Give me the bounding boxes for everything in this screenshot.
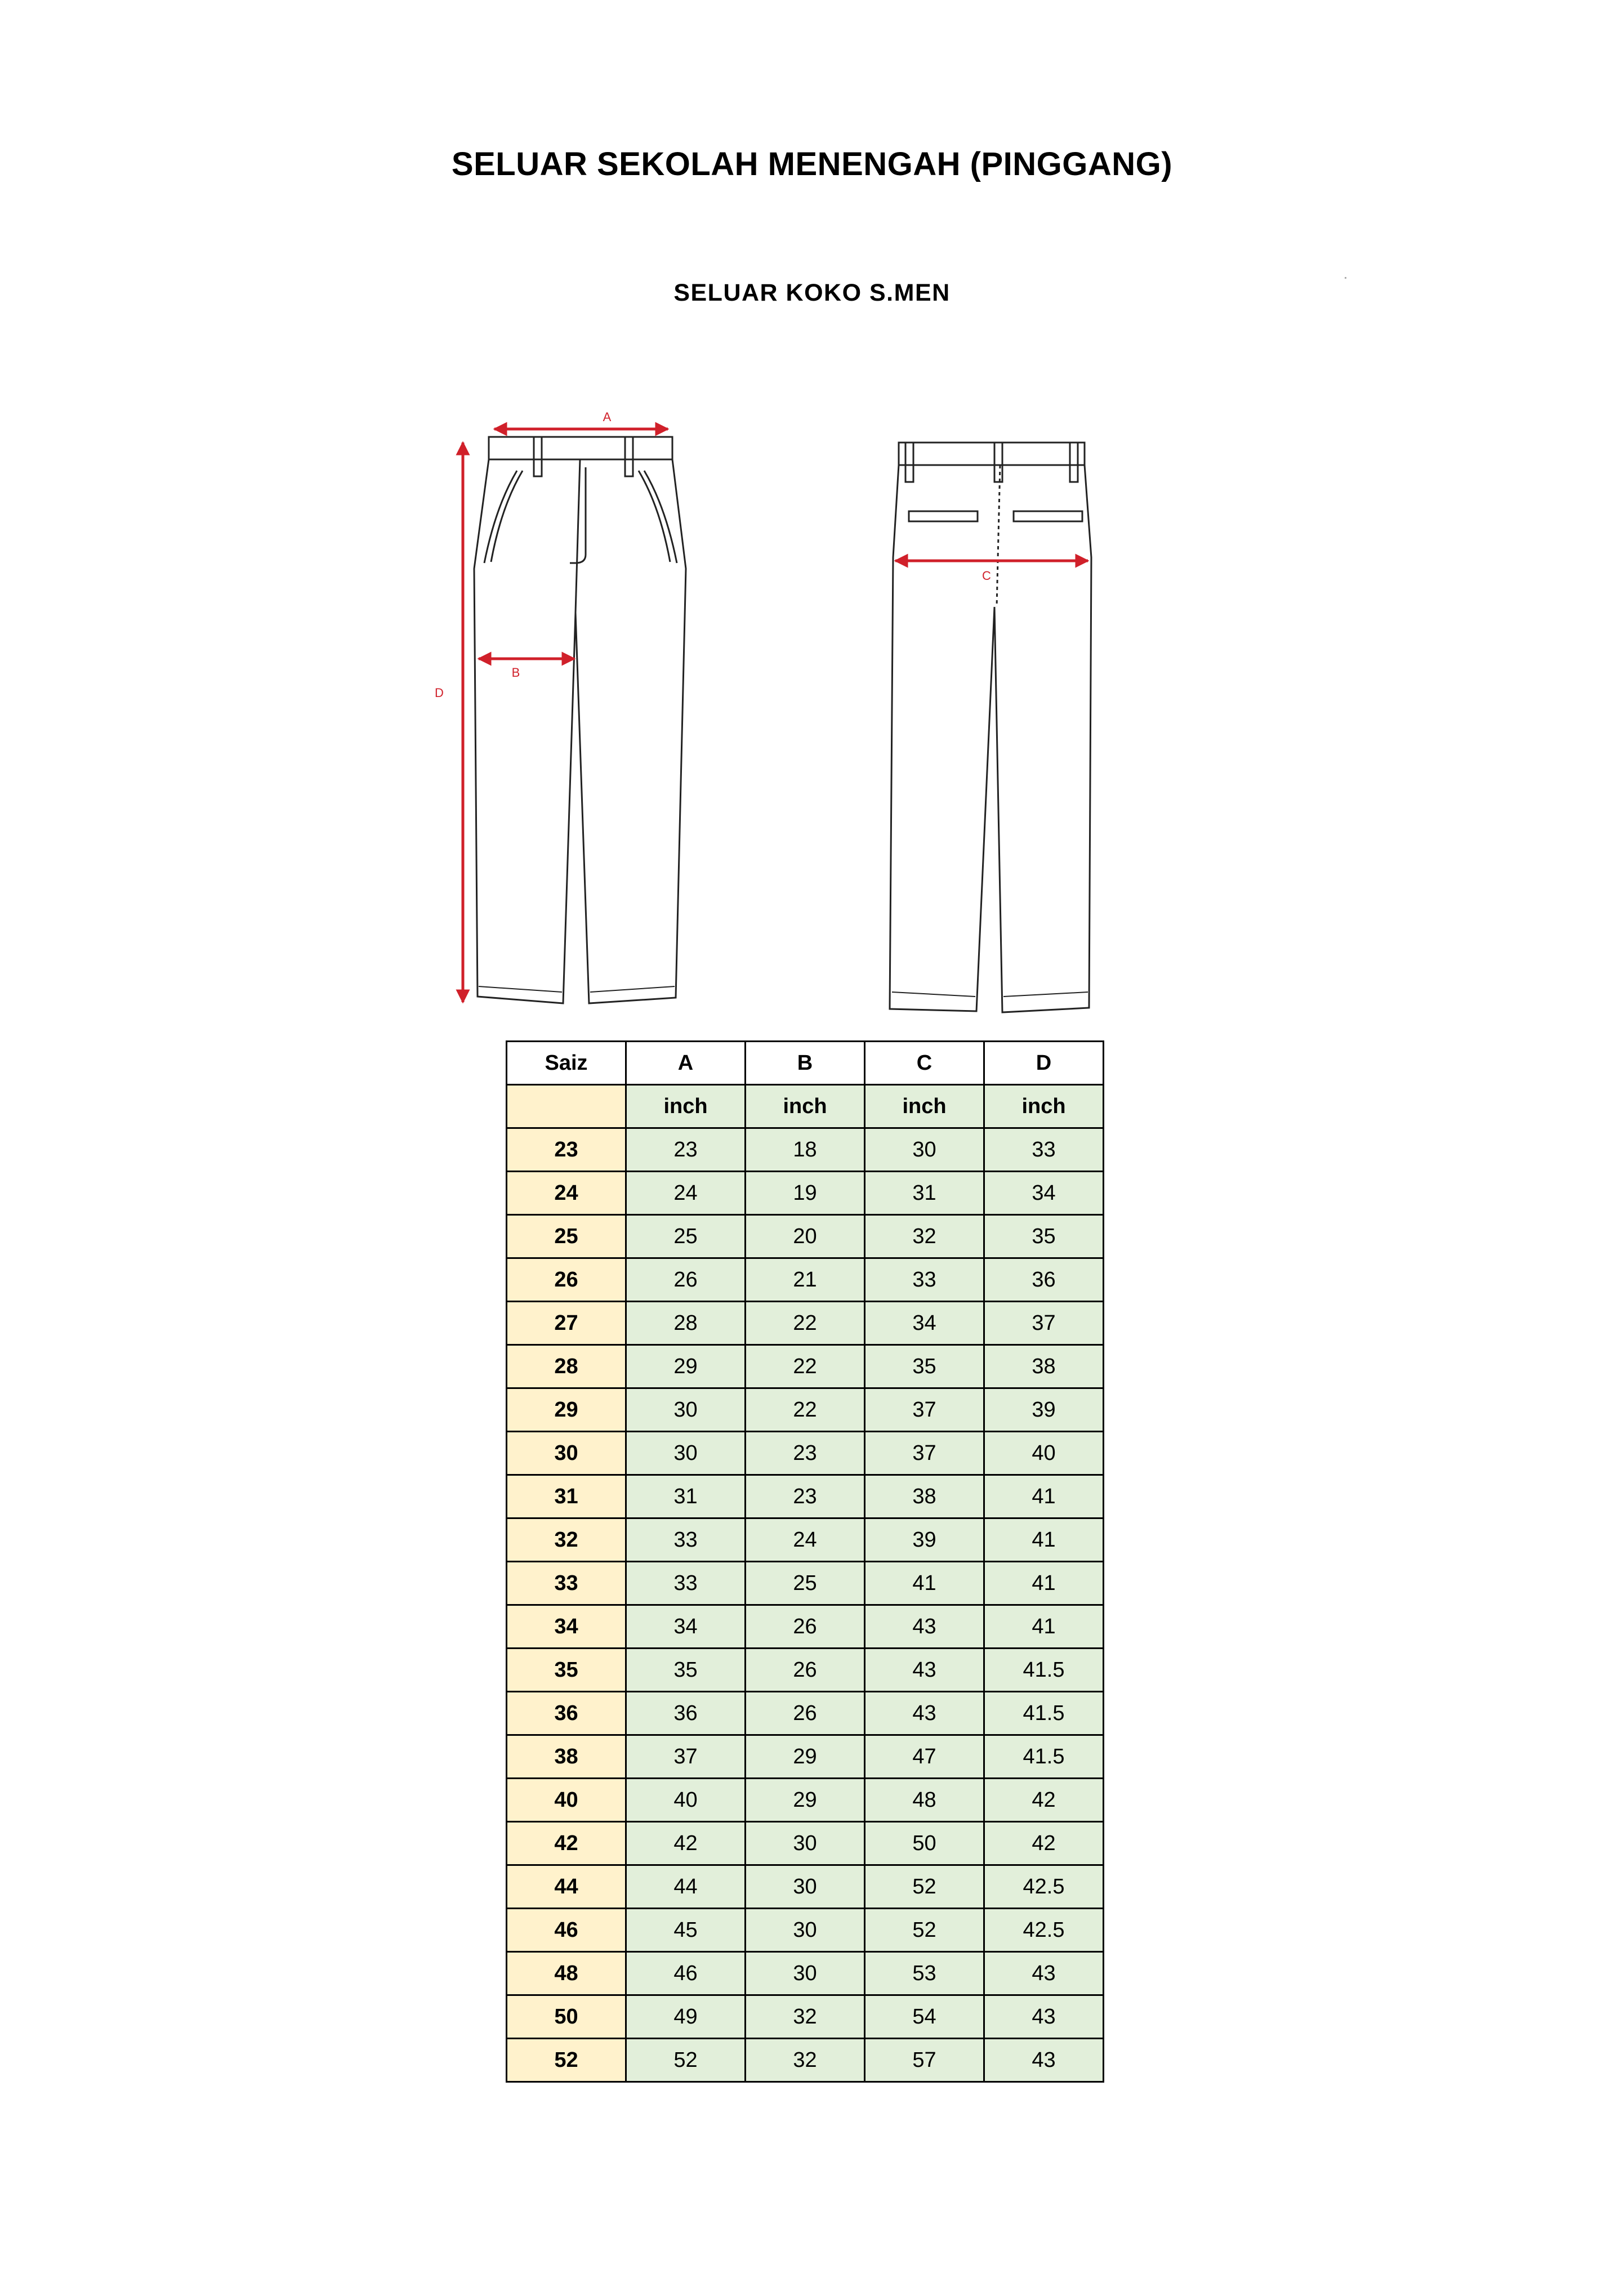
table-row [507, 1822, 1104, 1865]
measurement-cell: 33 [626, 1518, 746, 1562]
unit-cell: inch [865, 1085, 984, 1128]
measurement-cell: 30 [746, 1909, 865, 1952]
size-table-body [507, 1042, 1104, 2082]
table-row [507, 1432, 1104, 1475]
measurement-cell: 37 [626, 1735, 746, 1779]
measurement-cell: 41.5 [984, 1735, 1104, 1779]
measurement-cell: 37 [865, 1432, 984, 1475]
measurement-cell: 24 [626, 1172, 746, 1215]
back-left-pocket [909, 511, 978, 521]
table-unit-row [507, 1085, 1104, 1128]
measurement-cell: 20 [746, 1215, 865, 1258]
measurement-cell: 49 [626, 1995, 746, 2039]
back-belt-loop-right [1070, 443, 1078, 482]
size-cell: 44 [507, 1865, 626, 1909]
back-right-hem [1003, 992, 1088, 997]
measurement-cell: 26 [746, 1692, 865, 1735]
table-row [507, 1952, 1104, 1995]
size-cell: 27 [507, 1302, 626, 1345]
trousers-front-view [474, 437, 686, 1003]
table-row [507, 1562, 1104, 1605]
measurement-cell: 26 [746, 1649, 865, 1692]
front-waistband [489, 437, 672, 459]
measurement-cell: 34 [865, 1302, 984, 1345]
measurement-cell: 31 [865, 1172, 984, 1215]
size-cell: 28 [507, 1345, 626, 1388]
measurement-cell: 30 [746, 1865, 865, 1909]
measurement-cell: 33 [626, 1562, 746, 1605]
table-row [507, 1388, 1104, 1432]
unit-cell: inch [746, 1085, 865, 1128]
measurement-cell: 47 [865, 1735, 984, 1779]
measurement-cell: 37 [984, 1302, 1104, 1345]
unit-cell: inch [626, 1085, 746, 1128]
measurement-cell: 33 [984, 1128, 1104, 1172]
measurement-cell: 30 [746, 1952, 865, 1995]
front-trousers-outline [474, 459, 686, 1003]
table-row [507, 1215, 1104, 1258]
measurement-cell: 36 [984, 1258, 1104, 1302]
measurement-cell: 52 [865, 1865, 984, 1909]
measurement-cell: 25 [626, 1215, 746, 1258]
measurement-cell: 42.5 [984, 1865, 1104, 1909]
size-cell: 24 [507, 1172, 626, 1215]
table-row [507, 1909, 1104, 1952]
measurement-cell: 40 [626, 1779, 746, 1822]
label-d: D [435, 686, 444, 700]
measurement-cell: 43 [865, 1692, 984, 1735]
size-cell: 46 [507, 1909, 626, 1952]
measurement-cell: 41.5 [984, 1692, 1104, 1735]
measurement-cell: 50 [865, 1822, 984, 1865]
measurement-cell: 35 [984, 1215, 1104, 1258]
size-cell: 48 [507, 1952, 626, 1995]
measurement-cell: 40 [984, 1432, 1104, 1475]
table-row [507, 1302, 1104, 1345]
label-a: A [603, 410, 612, 424]
measurement-cell: 23 [746, 1475, 865, 1518]
size-cell: 38 [507, 1735, 626, 1779]
measurement-cell: 42 [984, 1822, 1104, 1865]
measurement-cell: 48 [865, 1779, 984, 1822]
measurement-cell: 45 [626, 1909, 746, 1952]
back-trousers-outline [890, 465, 1091, 1012]
measurement-cell: 29 [746, 1735, 865, 1779]
measurement-cell: 32 [865, 1215, 984, 1258]
measurement-cell: 41.5 [984, 1649, 1104, 1692]
size-cell: 34 [507, 1605, 626, 1649]
measurement-cell: 26 [626, 1258, 746, 1302]
measurement-cell: 26 [746, 1605, 865, 1649]
measurement-cell: 39 [865, 1518, 984, 1562]
table-row [507, 1345, 1104, 1388]
column-header: D [984, 1042, 1104, 1085]
measurement-cell: 33 [865, 1258, 984, 1302]
measurement-cell: 54 [865, 1995, 984, 2039]
measurement-cell: 41 [984, 1605, 1104, 1649]
measurement-cell: 41 [865, 1562, 984, 1605]
trousers-diagram [405, 394, 1160, 1030]
measurement-cell: 29 [626, 1345, 746, 1388]
back-waistband [899, 443, 1085, 465]
back-belt-loop-left [905, 443, 913, 482]
measurement-cell: 30 [626, 1432, 746, 1475]
measurement-cell: 19 [746, 1172, 865, 1215]
label-b: B [511, 665, 520, 680]
size-cell: 42 [507, 1822, 626, 1865]
measurement-cell: 30 [626, 1388, 746, 1432]
measurement-cell: 22 [746, 1345, 865, 1388]
size-cell: 29 [507, 1388, 626, 1432]
front-center-seam [575, 459, 580, 613]
front-belt-loop-left [534, 437, 542, 476]
measurement-cell: 29 [746, 1779, 865, 1822]
table-row [507, 1172, 1104, 1215]
size-cell: 40 [507, 1779, 626, 1822]
table-row [507, 1649, 1104, 1692]
measurement-cell: 43 [984, 1995, 1104, 2039]
table-row [507, 1128, 1104, 1172]
measurement-cell: 43 [984, 2039, 1104, 2082]
table-header-row [507, 1042, 1104, 1085]
measurement-cell: 31 [626, 1475, 746, 1518]
table-row [507, 1995, 1104, 2039]
measurement-cell: 52 [865, 1909, 984, 1952]
measurement-cell: 22 [746, 1388, 865, 1432]
measurement-cell: 44 [626, 1865, 746, 1909]
size-table [506, 1040, 1104, 2083]
size-cell: 50 [507, 1995, 626, 2039]
measurement-cell: 52 [626, 2039, 746, 2082]
measurement-cell: 25 [746, 1562, 865, 1605]
size-cell: 31 [507, 1475, 626, 1518]
measurement-cell: 18 [746, 1128, 865, 1172]
measurement-cell: 38 [984, 1345, 1104, 1388]
measurement-cell: 42 [626, 1822, 746, 1865]
column-header: C [865, 1042, 984, 1085]
measurement-cell: 30 [865, 1128, 984, 1172]
measurement-cell: 42.5 [984, 1909, 1104, 1952]
measurement-cell: 42 [984, 1779, 1104, 1822]
measurement-cell: 37 [865, 1388, 984, 1432]
size-cell: 32 [507, 1518, 626, 1562]
measurement-cell: 35 [865, 1345, 984, 1388]
unit-cell: inch [984, 1085, 1104, 1128]
size-cell: 26 [507, 1258, 626, 1302]
page-title: SELUAR SEKOLAH MENENGAH (PINGGANG) [451, 146, 1173, 182]
size-cell: 23 [507, 1128, 626, 1172]
measurement-cell: 43 [865, 1605, 984, 1649]
measurement-cell: 43 [865, 1649, 984, 1692]
table-row [507, 1865, 1104, 1909]
measurement-cell: 46 [626, 1952, 746, 1995]
page-subtitle: SELUAR KOKO S.MEN [673, 279, 951, 306]
measurement-cell: 38 [865, 1475, 984, 1518]
measurement-cell: 34 [984, 1172, 1104, 1215]
measurement-cell: 34 [626, 1605, 746, 1649]
measurement-cell: 43 [984, 1952, 1104, 1995]
measurement-cell: 23 [746, 1432, 865, 1475]
size-cell: 36 [507, 1692, 626, 1735]
measurement-cell: 24 [746, 1518, 865, 1562]
size-cell: 30 [507, 1432, 626, 1475]
size-cell: 25 [507, 1215, 626, 1258]
table-row [507, 1475, 1104, 1518]
measurement-cell: 30 [746, 1822, 865, 1865]
measurement-cell: 41 [984, 1562, 1104, 1605]
measurement-cell: 22 [746, 1302, 865, 1345]
table-row [507, 1258, 1104, 1302]
front-left-hem [479, 986, 562, 992]
back-right-pocket [1014, 511, 1082, 521]
back-center-seam [997, 465, 1000, 607]
table-row [507, 1605, 1104, 1649]
measurement-cell: 57 [865, 2039, 984, 2082]
front-right-hem [590, 986, 675, 992]
speck-mark [1345, 277, 1346, 279]
front-left-pocket [484, 471, 517, 563]
column-header: A [626, 1042, 746, 1085]
back-belt-loop-center [994, 443, 1002, 482]
back-left-hem [892, 992, 975, 997]
size-cell: 35 [507, 1649, 626, 1692]
label-c: C [982, 569, 991, 583]
measurement-cell: 41 [984, 1518, 1104, 1562]
measurement-cell: 21 [746, 1258, 865, 1302]
column-header: Saiz [507, 1042, 626, 1085]
measurement-cell: 53 [865, 1952, 984, 1995]
front-right-pocket [644, 471, 677, 563]
front-belt-loop-right [625, 437, 633, 476]
measurement-cell: 32 [746, 1995, 865, 2039]
table-row [507, 1779, 1104, 1822]
measurement-cell: 23 [626, 1128, 746, 1172]
measurement-cell: 39 [984, 1388, 1104, 1432]
measurement-cell: 32 [746, 2039, 865, 2082]
table-row [507, 1518, 1104, 1562]
measurement-cell: 28 [626, 1302, 746, 1345]
size-cell: 33 [507, 1562, 626, 1605]
measurement-cell: 36 [626, 1692, 746, 1735]
size-cell: 52 [507, 2039, 626, 2082]
measurement-cell: 41 [984, 1475, 1104, 1518]
trousers-back-view [890, 443, 1091, 1012]
unit-blank-cell [507, 1085, 626, 1128]
table-row [507, 1692, 1104, 1735]
table-row [507, 1735, 1104, 1779]
measurement-cell: 35 [626, 1649, 746, 1692]
table-row [507, 2039, 1104, 2082]
column-header: B [746, 1042, 865, 1085]
